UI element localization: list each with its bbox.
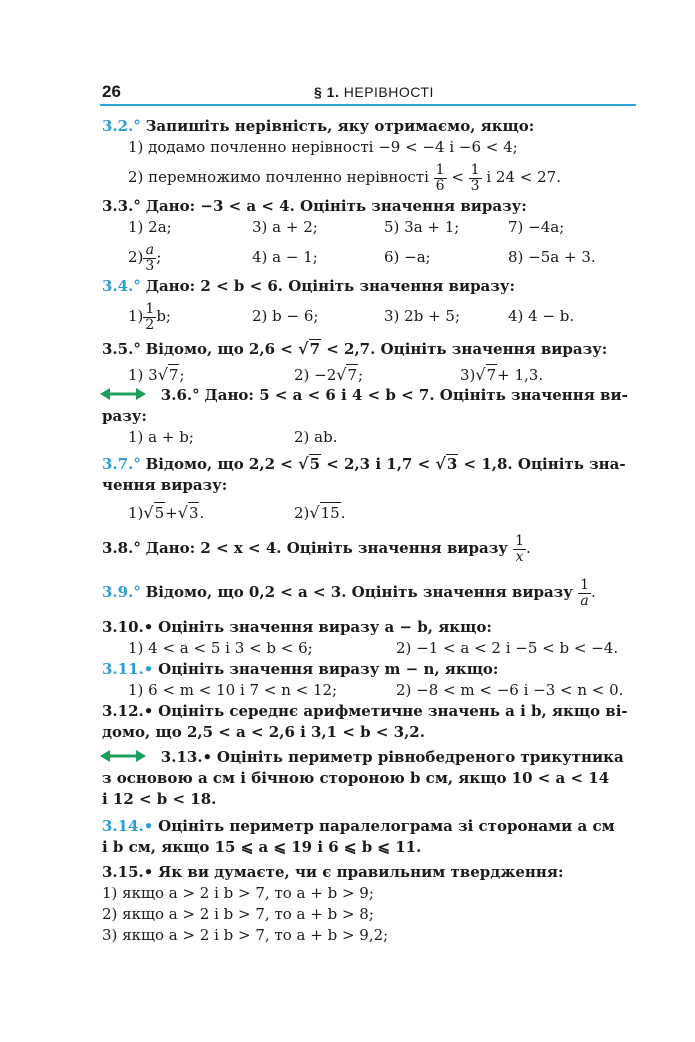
problem-3-7	[102, 454, 638, 475]
section-title	[314, 84, 434, 100]
list-item: 1) 2a;	[128, 218, 172, 236]
item-text: + 1,3.	[497, 366, 544, 384]
problem-number: 3.11.•	[102, 660, 154, 678]
sqrt-sign: √	[336, 365, 347, 384]
problem-number: 3.6.°	[160, 386, 200, 404]
radicand: 5	[154, 504, 165, 522]
sqrt-sign: √	[143, 503, 154, 522]
list-item: 3) 2b + 5;	[384, 307, 461, 325]
sqrt-sign: √	[475, 365, 486, 384]
denominator: 6	[435, 177, 445, 194]
problem-3-3	[102, 196, 638, 217]
problem-text: Запишіть нерівність, яку отримаємо, якщо:	[145, 117, 535, 135]
sqrt-sign: √	[298, 339, 309, 358]
problem-3-5	[102, 339, 638, 360]
list-item: 1) a + b;	[128, 428, 194, 446]
item-text: ;	[179, 366, 185, 384]
problem-3-12	[102, 701, 638, 722]
item-text: 3)	[460, 366, 476, 384]
list-item	[128, 502, 294, 523]
section-name: НЕРІВНОСТІ	[343, 84, 434, 100]
item-text: .	[340, 504, 346, 522]
fraction	[513, 534, 526, 565]
problem-item: 1) додамо почленно нерівності −9 < −4 і −6 < 4;	[128, 138, 518, 156]
item-text: 1)	[128, 307, 144, 325]
text-part: < 2,3 і 1,7 <	[321, 455, 436, 473]
list-item: 1) якщо a > 2 і b > 7, то a + b > 9;	[102, 884, 374, 902]
list-item: 2) якщо a > 2 і b > 7, то a + b > 8;	[102, 905, 374, 923]
list-item: 6) −a;	[384, 248, 431, 266]
list-item: 2) b − 6;	[252, 307, 319, 325]
double-arrow-icon	[100, 749, 146, 763]
problem-text-cont: домо, що 2,5 < a < 2,6 і 3,1 < b < 3,2.	[102, 723, 425, 741]
text-part: Відомо, що 2,2 <	[145, 455, 299, 473]
problem-3-6	[100, 385, 638, 406]
problem-items	[102, 297, 638, 335]
list-item	[460, 364, 543, 385]
sqrt-sign: √	[157, 365, 168, 384]
sqrt-sign: √	[177, 503, 188, 522]
problem-number: 3.10.•	[102, 618, 154, 636]
problem-number: 3.8.°	[102, 539, 141, 557]
list-item	[294, 502, 345, 523]
numerator: 1	[470, 161, 480, 178]
page-header	[100, 78, 636, 106]
list-item: 5) 3a + 1;	[384, 218, 460, 236]
problem-items	[102, 680, 638, 701]
list-item: 4) 4 − b.	[508, 307, 575, 325]
problem-text: Оцініть периметр рівнобедреного трикутника	[216, 748, 624, 766]
problem-items	[102, 427, 638, 448]
list-item: 2) ab.	[294, 428, 338, 446]
list-item: 2) −8 < m < −6 і −3 < n < 0.	[396, 681, 624, 699]
problem-number: 3.12.•	[102, 702, 154, 720]
sqrt-sign: √	[435, 454, 446, 473]
radicand: 3	[188, 504, 199, 522]
problem-items	[102, 238, 638, 276]
problem-3-8	[102, 529, 638, 567]
radicand: 3	[446, 455, 458, 473]
problem-items	[102, 502, 638, 523]
list-item: 3) a + 2;	[252, 218, 318, 236]
denominator: a	[580, 592, 589, 609]
problem-text: Оцініть значення виразу a − b, якщо:	[158, 618, 492, 636]
problem-number: 3.14.•	[102, 817, 154, 835]
problem-items	[102, 217, 638, 238]
numerator: 1	[145, 300, 155, 317]
list-item: 4) a − 1;	[252, 248, 318, 266]
numerator: a	[143, 243, 156, 259]
page-number: 26	[102, 82, 121, 101]
problem-text	[146, 455, 626, 473]
item-text: .	[199, 504, 205, 522]
numerator: 1	[580, 576, 589, 593]
item-text: 2)	[294, 504, 310, 522]
list-item: 7) −4a;	[508, 218, 565, 236]
problem-text-cont: і 12 < b < 18.	[102, 790, 217, 808]
list-item: 2) −1 < a < 2 і −5 < b < −4.	[396, 639, 619, 657]
item-text: b;	[156, 307, 171, 325]
problem-3-14	[102, 816, 638, 837]
problem-text: Оцініть середнє арифметичне значень a і b, якщо ві-	[158, 702, 628, 720]
denominator: 3	[145, 257, 155, 274]
fraction	[143, 243, 156, 274]
list-item	[128, 364, 294, 385]
problem-number: 3.3.°	[102, 197, 141, 215]
denominator: 2	[145, 316, 155, 333]
problem-3-4	[102, 276, 638, 297]
problem-text: Оцініть значення виразу m − n, якщо:	[158, 660, 499, 678]
denominator: x	[515, 548, 524, 565]
list-item: 1) 6 < m < 10 і 7 < n < 12;	[128, 681, 338, 699]
numerator: 1	[435, 161, 445, 178]
problem-3-11	[102, 659, 638, 680]
sqrt-sign: √	[298, 454, 309, 473]
list-item	[128, 238, 252, 276]
text-part: Відомо, що 2,6 <	[145, 340, 299, 358]
problem-3-2	[102, 116, 638, 137]
item-text: ;	[156, 248, 162, 266]
double-arrow-icon	[100, 387, 146, 401]
problem-3-9	[102, 573, 638, 611]
exercise-list	[102, 116, 638, 946]
item-text: 1) 3	[128, 366, 158, 384]
radicand: 7	[168, 366, 179, 384]
problem-item	[102, 158, 638, 196]
text-part: < 2,7. Оцініть значення виразу:	[321, 340, 608, 358]
problem-text-cont: чення виразу:	[102, 476, 228, 494]
text-part: < 1,8. Оцініть зна-	[458, 455, 626, 473]
radicand: 7	[347, 366, 358, 384]
problem-3-15	[102, 862, 638, 883]
problem-text: Оцініть периметр паралелограма зі сторонами a см	[158, 817, 615, 835]
list-item	[294, 364, 460, 385]
radicand: 15	[320, 504, 340, 522]
problem-text	[146, 340, 608, 358]
fraction	[434, 163, 447, 194]
list-item	[128, 297, 252, 335]
problem-items	[102, 364, 638, 385]
item-text: <	[446, 168, 469, 186]
problem-items	[102, 638, 638, 659]
item-text: ;	[358, 366, 364, 384]
list-item: 8) −5a + 3.	[508, 248, 596, 266]
problem-text-cont: з основою a см і бічною стороною b см, якщо 10 < a < 14	[102, 769, 610, 787]
numerator: 1	[515, 532, 525, 549]
problem-text-cont: і b см, якщо 15 ⩽ a ⩽ 19 і 6 ⩽ b ⩽ 11.	[102, 838, 422, 856]
list-item: 1) 4 < a < 5 і 3 < b < 6;	[128, 639, 313, 657]
problem-text: Як ви думаєте, чи є правильним твердження:	[158, 863, 564, 881]
problem-text: Дано: −3 < a < 4. Оцініть значення виразу:	[145, 197, 527, 215]
item-text: 2)	[128, 248, 144, 266]
section-mark: § 1.	[314, 84, 340, 100]
item-text: +	[165, 504, 178, 522]
problem-number: 3.7.°	[102, 455, 141, 473]
problem-number: 3.4.°	[102, 277, 141, 295]
item-text: і 24 < 27.	[481, 168, 561, 186]
item-text: 2) −2	[294, 366, 337, 384]
problem-number: 3.2.°	[102, 117, 141, 135]
item-text: 2) перемножимо почленно нерівності	[128, 168, 434, 186]
problem-text: Дано: 5 < a < 6 і 4 < b < 7. Оцініть значення ви-	[204, 386, 628, 404]
problem-text-cont: разу:	[102, 407, 147, 425]
radicand: 5	[309, 455, 320, 473]
item-text: 1)	[128, 504, 144, 522]
list-item: 3) якщо a > 2 і b > 7, то a + b > 9,2;	[102, 926, 389, 944]
problem-3-10	[102, 617, 638, 638]
radicand: 7	[309, 340, 320, 358]
problem-number: 3.13.•	[160, 748, 213, 766]
problem-text: Дано: 2 < x < 4. Оцініть значення виразу	[145, 539, 514, 557]
fraction	[578, 578, 591, 609]
denominator: 3	[470, 177, 480, 194]
problem-text: Дано: 2 < b < 6. Оцініть значення виразу:	[145, 277, 515, 295]
text-part: .	[526, 539, 531, 557]
fraction	[143, 302, 156, 333]
problem-text: Відомо, що 0,2 < a < 3. Оцініть значення виразу	[145, 583, 579, 601]
problem-number: 3.15.•	[102, 863, 154, 881]
text-part: .	[591, 583, 596, 601]
problem-3-13	[100, 747, 638, 768]
problem-number: 3.5.°	[102, 340, 141, 358]
fraction	[469, 163, 482, 194]
radicand: 7	[486, 366, 497, 384]
sqrt-sign: √	[309, 503, 320, 522]
problem-number: 3.9.°	[102, 583, 141, 601]
